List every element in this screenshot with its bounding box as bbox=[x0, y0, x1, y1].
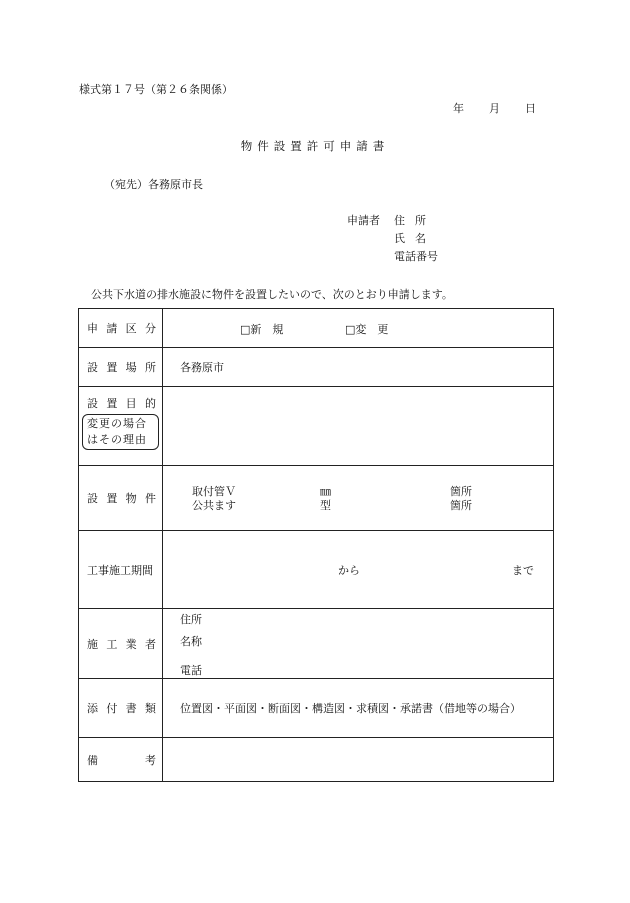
label-cell bbox=[79, 679, 163, 738]
label-cell bbox=[79, 531, 163, 609]
value-cell[interactable] bbox=[163, 466, 554, 531]
row-application-type bbox=[79, 309, 554, 348]
purpose-sublabel bbox=[82, 414, 159, 450]
contractor-name: 名称 bbox=[180, 635, 202, 648]
remarks-value-cell[interactable] bbox=[163, 738, 554, 782]
object-count-1: 箇所 bbox=[450, 485, 472, 498]
row-objects bbox=[79, 466, 554, 531]
checkbox-new[interactable]: □新 規 bbox=[240, 323, 284, 336]
row-purpose bbox=[79, 387, 554, 466]
object-unit-2: 型 bbox=[320, 499, 331, 512]
application-type-label: 申 請 区 分 bbox=[87, 322, 156, 335]
date-year: 年 bbox=[453, 102, 464, 115]
row-contractor bbox=[79, 609, 554, 679]
location-label: 設 置 場 所 bbox=[87, 361, 156, 374]
intro-text: 公共下水道の排水施設に物件を設置したいので、次のとおり申請します。 bbox=[91, 288, 453, 301]
date-day: 日 bbox=[525, 102, 536, 115]
date-month: 月 bbox=[489, 102, 500, 115]
row-period bbox=[79, 531, 554, 609]
remarks-label: 備 考 bbox=[87, 753, 156, 767]
applicant-address-label: 住所 bbox=[394, 214, 436, 227]
object-item-2: 公共ます bbox=[192, 499, 236, 512]
label-cell bbox=[79, 387, 163, 466]
label-cell bbox=[79, 348, 163, 387]
value-cell[interactable] bbox=[163, 609, 554, 679]
period-from: から bbox=[338, 564, 360, 577]
object-count-2: 箇所 bbox=[450, 499, 472, 512]
value-cell[interactable] bbox=[163, 531, 554, 609]
object-item-1: 取付管Ｖ bbox=[192, 485, 236, 498]
purpose-value-cell[interactable] bbox=[163, 387, 554, 466]
purpose-sublabel-line1: 変更の場合 bbox=[87, 417, 147, 430]
applicant-block bbox=[347, 212, 438, 266]
value-cell bbox=[163, 679, 554, 738]
label-cell bbox=[79, 609, 163, 679]
checkbox-change[interactable]: □変 更 bbox=[345, 323, 389, 336]
contractor-address: 住所 bbox=[180, 613, 202, 626]
applicant-name-label: 氏名 bbox=[394, 232, 436, 245]
contractor-label: 施 工 業 者 bbox=[87, 637, 156, 651]
purpose-sublabel-line2: はその理由 bbox=[87, 433, 147, 446]
label-cell bbox=[79, 738, 163, 782]
addressee: （宛先）各務原市長 bbox=[104, 178, 203, 191]
form-number: 様式第１７号（第２６条関係） bbox=[79, 83, 233, 96]
period-until: まで bbox=[512, 564, 534, 577]
row-attachments bbox=[79, 679, 554, 738]
row-location bbox=[79, 348, 554, 387]
applicant-phone-label: 電話番号 bbox=[394, 250, 438, 263]
purpose-label: 設 置 目 的 bbox=[87, 397, 156, 410]
object-unit-1: ㎜ bbox=[320, 485, 331, 498]
attachments-value: 位置図・平面図・断面図・構造図・求積図・承諾書（借地等の場合） bbox=[180, 702, 521, 715]
attachments-label: 添 付 書 類 bbox=[87, 702, 156, 715]
value-cell[interactable] bbox=[163, 348, 554, 387]
contractor-phone: 電話 bbox=[180, 664, 202, 677]
document-title: 物件設置許可申請書 bbox=[240, 139, 390, 153]
label-cell bbox=[79, 466, 163, 531]
row-remarks bbox=[79, 738, 554, 782]
date-line bbox=[453, 100, 536, 116]
value-cell bbox=[163, 309, 554, 348]
applicant-label: 申請者 bbox=[347, 214, 380, 227]
location-value: 各務原市 bbox=[180, 361, 224, 374]
label-cell bbox=[79, 309, 163, 348]
application-form-table bbox=[78, 308, 554, 782]
period-label: 工事施工期間 bbox=[87, 563, 153, 577]
objects-label: 設 置 物 件 bbox=[87, 492, 156, 505]
